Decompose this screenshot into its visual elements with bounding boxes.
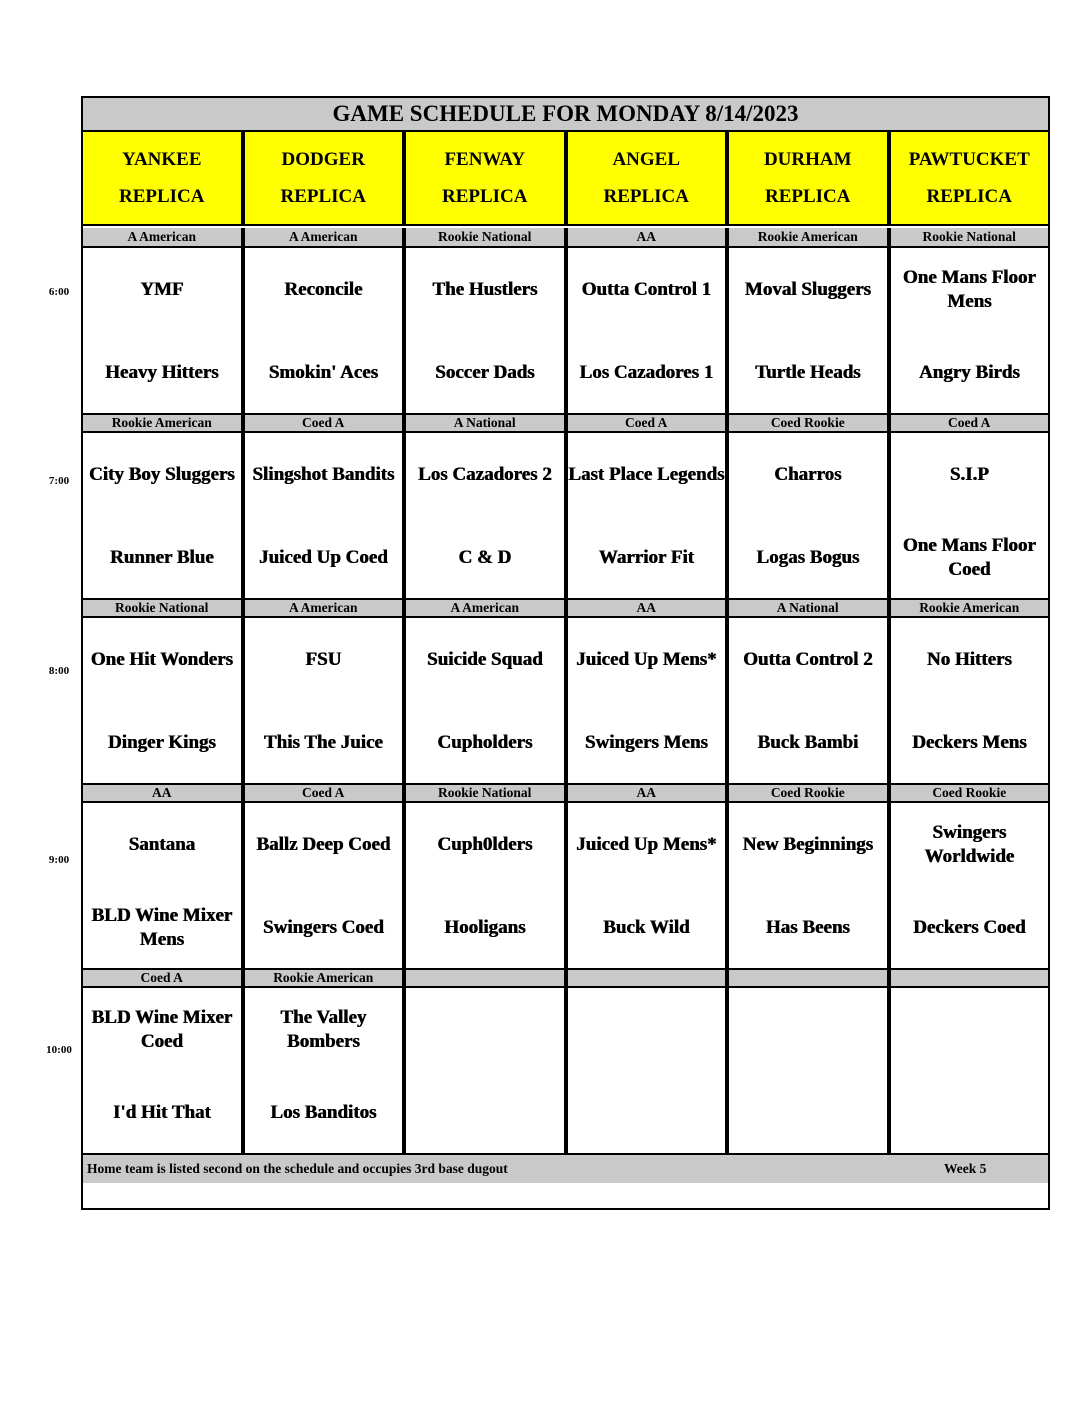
game-cell xyxy=(729,248,891,413)
division-label: Rookie American xyxy=(245,970,407,986)
division-label xyxy=(891,970,1049,986)
away-team: Cuph0lders xyxy=(437,834,533,855)
game-cell xyxy=(891,248,1049,413)
home-team: Deckers Coed xyxy=(913,917,1026,938)
division-label: Coed A xyxy=(891,415,1049,431)
field-header-durham xyxy=(729,132,891,224)
game-cell xyxy=(568,988,730,1153)
field-header-fenway xyxy=(406,132,568,224)
game-cell xyxy=(245,248,407,413)
game-cell xyxy=(406,988,568,1153)
field-subtitle: REPLICA xyxy=(441,186,528,207)
division-row xyxy=(83,783,1048,803)
division-label xyxy=(406,970,568,986)
field-name: DURHAM xyxy=(763,149,852,170)
division-label: AA xyxy=(568,785,730,801)
home-team: I'd Hit That xyxy=(112,1102,211,1123)
home-team: Warrior Fit xyxy=(598,547,694,568)
game-cell xyxy=(568,803,730,968)
away-team: No Hitters xyxy=(926,649,1012,670)
home-team: Runner Blue xyxy=(109,547,214,568)
game-cell xyxy=(729,988,891,1153)
away-team: One Hit Wonders xyxy=(90,649,233,670)
away-team: Los Cazadores 2 xyxy=(417,464,552,485)
field-name: FENWAY xyxy=(444,149,526,170)
division-label: AA xyxy=(83,785,245,801)
division-label: Coed A xyxy=(245,785,407,801)
game-cell xyxy=(406,248,568,413)
home-team: Los Banditos xyxy=(270,1102,377,1123)
home-team-note: Home team is listed second on the schedule and occupies 3rd base dugout xyxy=(87,1161,508,1176)
home-team: Swingers Coed xyxy=(262,917,384,938)
away-team: The Hustlers xyxy=(432,279,538,300)
division-label: A American xyxy=(406,600,568,616)
home-team: Juiced Up Coed xyxy=(258,547,388,568)
game-cell xyxy=(406,803,568,968)
field-header-row xyxy=(83,132,1048,226)
game-cell xyxy=(406,618,568,783)
division-label: Coed A xyxy=(83,970,245,986)
home-team: Heavy Hitters xyxy=(105,362,219,383)
division-label: Coed A xyxy=(245,415,407,431)
time-label: 10:00 xyxy=(46,1044,72,1056)
away-team: Reconcile xyxy=(284,279,363,300)
division-label: AA xyxy=(568,600,730,616)
division-label: A National xyxy=(406,415,568,431)
home-team: Buck Bambi xyxy=(757,732,859,753)
home-team: Soccer Dads xyxy=(435,362,535,383)
time-label: 6:00 xyxy=(48,286,70,298)
week-label: Week 5 xyxy=(944,1161,987,1176)
field-name: PAWTUCKET xyxy=(908,149,1030,170)
away-team: Moval Sluggers xyxy=(744,279,871,300)
game-cell xyxy=(568,433,730,598)
games-row xyxy=(83,803,1048,968)
home-team: Los Cazadores 1 xyxy=(579,362,714,383)
games-row xyxy=(83,433,1048,598)
division-label: Rookie American xyxy=(891,600,1049,616)
division-label: Coed Rookie xyxy=(729,785,891,801)
home-team: Cupholders xyxy=(437,732,533,753)
games-row xyxy=(83,618,1048,783)
time-label: 7:00 xyxy=(48,475,70,487)
field-name: DODGER xyxy=(281,149,365,170)
away-team: New Beginnings xyxy=(742,834,873,855)
game-cell xyxy=(891,803,1049,968)
game-cell xyxy=(245,433,407,598)
home-team: Angry Birds xyxy=(918,362,1020,383)
game-cell xyxy=(245,803,407,968)
game-cell xyxy=(83,803,245,968)
game-cell xyxy=(245,618,407,783)
home-team: One Mans Floor Coed xyxy=(902,535,1036,580)
game-cell xyxy=(83,988,245,1153)
division-label: A American xyxy=(245,228,407,246)
field-name: ANGEL xyxy=(612,149,681,170)
division-label: Rookie American xyxy=(83,415,245,431)
time-slots xyxy=(83,228,1048,1153)
field-subtitle: REPLICA xyxy=(764,186,851,207)
away-team: Ballz Deep Coed xyxy=(256,834,391,855)
home-team: Hooligans xyxy=(444,917,526,938)
away-team: Juiced Up Mens* xyxy=(576,649,717,670)
schedule-title: GAME SCHEDULE FOR MONDAY 8/14/2023 xyxy=(83,98,1048,132)
games-row xyxy=(83,248,1048,413)
schedule-table xyxy=(81,96,1050,1210)
division-row xyxy=(83,228,1048,248)
home-team: Logas Bogus xyxy=(756,547,860,568)
division-label: A American xyxy=(245,600,407,616)
division-label xyxy=(568,970,730,986)
game-cell xyxy=(729,803,891,968)
field-subtitle: REPLICA xyxy=(603,186,689,207)
home-team: BLD Wine Mixer Mens xyxy=(91,905,233,950)
field-header-angel xyxy=(568,132,730,224)
home-team: This The Juice xyxy=(263,732,383,753)
away-team: One Mans Floor Mens xyxy=(902,267,1036,312)
game-cell xyxy=(568,618,730,783)
division-label: Rookie National xyxy=(406,228,568,246)
game-cell xyxy=(729,618,891,783)
field-header-pawtucket xyxy=(891,132,1049,224)
game-cell xyxy=(83,248,245,413)
game-cell xyxy=(406,433,568,598)
division-row xyxy=(83,413,1048,433)
field-header-yankee xyxy=(83,132,245,224)
games-row xyxy=(83,988,1048,1153)
field-subtitle: REPLICA xyxy=(118,186,205,207)
division-label: A National xyxy=(729,600,891,616)
field-subtitle: REPLICA xyxy=(280,186,366,207)
away-team: The Valley Bombers xyxy=(280,1007,367,1052)
away-team: Swingers Worldwide xyxy=(924,822,1015,867)
division-row xyxy=(83,968,1048,988)
away-team: YMF xyxy=(140,279,184,300)
game-cell xyxy=(729,433,891,598)
away-team: Juiced Up Mens* xyxy=(576,834,717,855)
home-team: Dinger Kings xyxy=(107,732,216,753)
away-team: Slingshot Bandits xyxy=(252,464,395,485)
home-team: Turtle Heads xyxy=(755,362,861,383)
away-team: S.I.P xyxy=(949,464,989,485)
away-team: Last Place Legends xyxy=(568,464,725,485)
division-row xyxy=(83,598,1048,618)
game-cell xyxy=(568,248,730,413)
home-team: Buck Wild xyxy=(603,917,690,938)
away-team: Outta Control 2 xyxy=(743,649,873,670)
away-team: BLD Wine Mixer Coed xyxy=(91,1007,233,1052)
game-cell xyxy=(891,618,1049,783)
division-label: Rookie National xyxy=(406,785,568,801)
game-cell xyxy=(891,988,1049,1153)
away-team: Santana xyxy=(128,834,196,855)
division-label: Rookie National xyxy=(83,600,245,616)
home-team: C & D xyxy=(458,547,512,568)
game-cell xyxy=(891,433,1049,598)
game-cell xyxy=(83,433,245,598)
away-team: Outta Control 1 xyxy=(581,279,711,300)
time-label: 8:00 xyxy=(48,665,70,677)
game-cell xyxy=(83,618,245,783)
division-label: Rookie National xyxy=(891,228,1049,246)
division-label: Coed Rookie xyxy=(729,415,891,431)
away-team: City Boy Sluggers xyxy=(88,464,235,485)
away-team: Charros xyxy=(774,464,842,485)
game-cell xyxy=(245,988,407,1153)
home-team: Deckers Mens xyxy=(912,732,1027,753)
home-team: Swingers Mens xyxy=(584,732,708,753)
division-label xyxy=(729,970,891,986)
away-team: FSU xyxy=(305,649,342,670)
home-team: Smokin' Aces xyxy=(268,362,378,383)
field-subtitle: REPLICA xyxy=(926,186,1012,207)
time-label: 9:00 xyxy=(48,854,70,866)
away-team: Suicide Squad xyxy=(426,649,543,670)
division-label: AA xyxy=(568,228,730,246)
division-label: A American xyxy=(83,228,245,246)
division-label: Coed Rookie xyxy=(891,785,1049,801)
field-header-dodger xyxy=(245,132,407,224)
schedule-footer xyxy=(83,1153,1048,1183)
home-team: Has Beens xyxy=(765,917,850,938)
division-label: Rookie American xyxy=(729,228,891,246)
field-name: YANKEE xyxy=(121,149,202,170)
division-label: Coed A xyxy=(568,415,730,431)
